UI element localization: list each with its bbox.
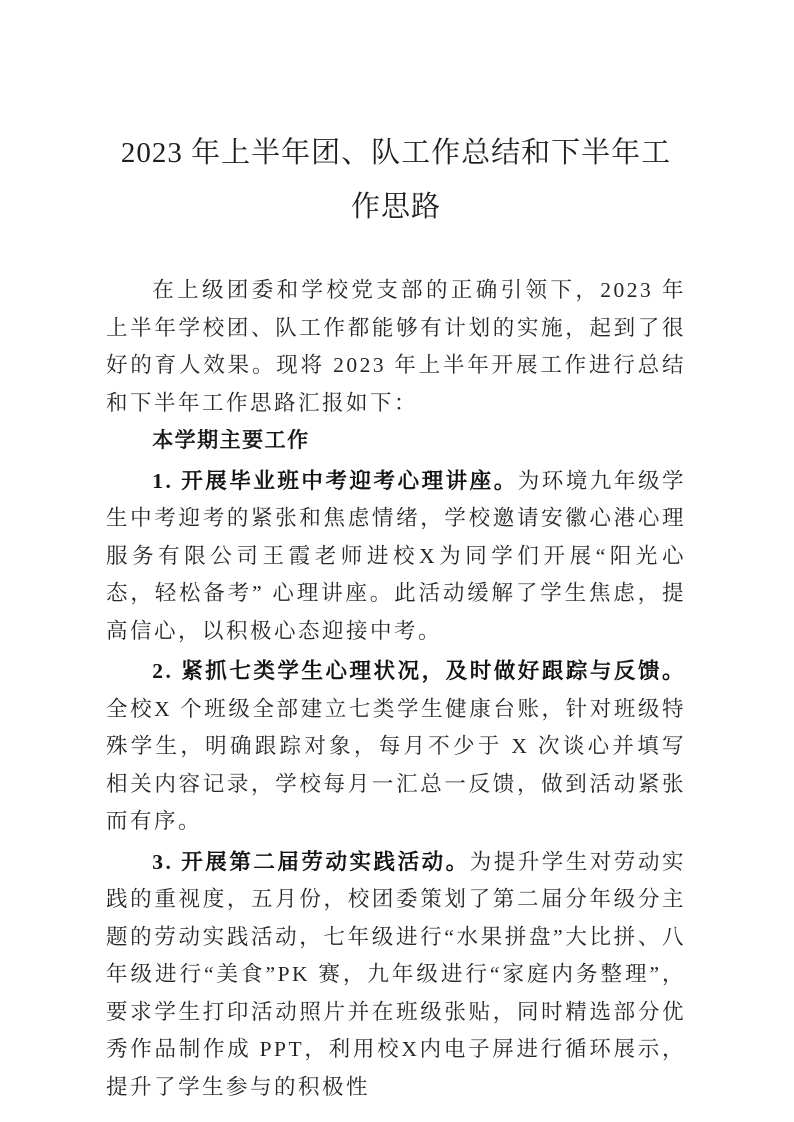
work-item-3	[106, 844, 686, 1107]
work-item-2	[106, 653, 686, 841]
work-item-1-lead: 1. 开展毕业班中考迎考心理讲座。	[152, 468, 518, 493]
document-title: 2023 年上半年团、队工作总结和下半年工作思路	[120, 137, 672, 223]
work-item-1-text: 为环境九年级学生中考迎考的紧张和焦虑情绪，学校邀请安徽心港心理服务有限公司王霞老师进校X为同学们开展“阳光心态，轻松备考” 心理讲座。此活动缓解了学生焦虑，提高信心，以积极心态迎接中考。	[106, 468, 686, 643]
work-item-2-text: 全校X 个班级全部建立七类学生健康台账，针对班级特殊学生，明确跟踪对象，每月不少于 X 次谈心并填写相关内容记录，学校每月一汇总一反馈，做到活动紧张而有序。	[106, 696, 686, 833]
section-heading: 本学期主要工作	[152, 429, 310, 452]
work-item-2-lead: 2. 紧抓七类学生心理状况，及时做好跟踪与反馈。	[152, 659, 686, 683]
work-item-3-lead: 3. 开展第二届劳动实践活动。	[152, 849, 470, 874]
work-item-3-text: 为提升学生对劳动实践的重视度，五月份，校团委策划了第二届分年级分主题的劳动实践活动，七年级进行“水果拼盘”大比拼、八年级进行“美食”PK 赛，九年级进行“家庭内务整理”，要求学生打印活动照片并在班级张贴，同时精选部分优秀作品制作成 PPT，利用校X内电子屏进行循环展示，提升了学生参与的积极性	[106, 849, 686, 1099]
intro-paragraph: 在上级团委和学校党支部的正确引领下，2023 年上半年学校团、队工作都能够有计划的实施，起到了很好的育人效果。现将 2023 年上半年开展工作进行总结和下半年工作思路汇报如下：	[106, 278, 686, 415]
work-item-1	[106, 463, 686, 651]
